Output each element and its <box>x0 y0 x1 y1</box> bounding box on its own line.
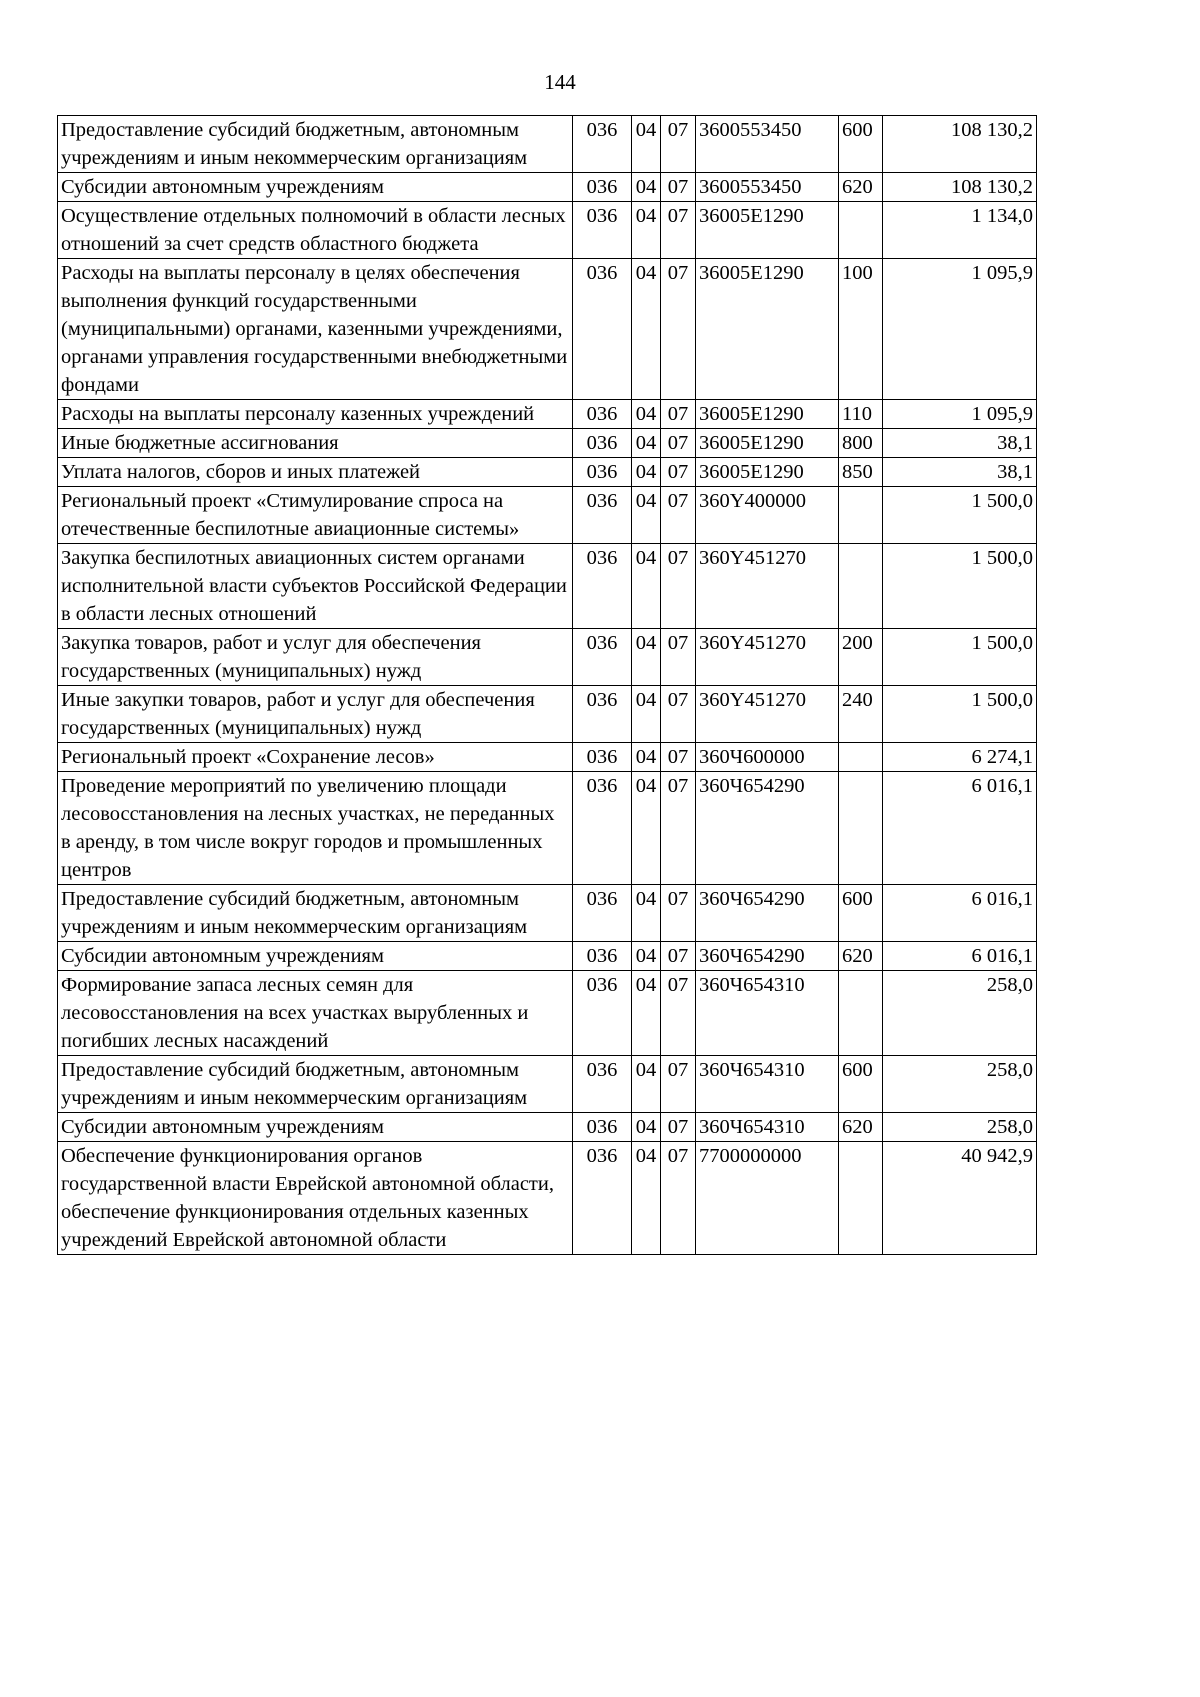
row-description: Осуществление отдельных полномочий в области лесных отношений за счет средств областного бюджета <box>58 202 573 259</box>
table-row <box>58 686 1037 743</box>
row-amount: 6 016,1 <box>883 772 1037 885</box>
row-ministry-code: 036 <box>573 743 632 772</box>
row-amount: 108 130,2 <box>883 116 1037 173</box>
row-amount: 38,1 <box>883 429 1037 458</box>
row-ministry-code: 036 <box>573 458 632 487</box>
row-description: Обеспечение функционирования органов государственной власти Еврейской автономной области, обеспечение функционирования отдельных казенных учреждений Еврейской автономной области <box>58 1142 573 1255</box>
row-description: Региональный проект «Стимулирование спроса на отечественные беспилотные авиационные системы» <box>58 487 573 544</box>
row-expense-type-code: 620 <box>839 173 883 202</box>
row-description: Проведение мероприятий по увеличению площади лесовосстановления на лесных участках, не переданных в аренду, в том числе вокруг городов и промышленных центров <box>58 772 573 885</box>
row-expense-type-code <box>839 544 883 629</box>
row-section-code: 04 <box>632 1056 661 1113</box>
row-amount: 6 016,1 <box>883 942 1037 971</box>
row-target-article-code: 36005E1290 <box>696 458 839 487</box>
row-target-article-code: 7700000000 <box>696 1142 839 1255</box>
row-ministry-code: 036 <box>573 686 632 743</box>
table-row <box>58 259 1037 400</box>
row-section-code: 04 <box>632 942 661 971</box>
table-row <box>58 629 1037 686</box>
table-row <box>58 429 1037 458</box>
row-subsection-code: 07 <box>661 743 696 772</box>
row-target-article-code: 3600553450 <box>696 116 839 173</box>
row-section-code: 04 <box>632 1142 661 1255</box>
row-amount: 6 274,1 <box>883 743 1037 772</box>
row-expense-type-code: 240 <box>839 686 883 743</box>
row-ministry-code: 036 <box>573 942 632 971</box>
row-ministry-code: 036 <box>573 1142 632 1255</box>
row-expense-type-code: 600 <box>839 116 883 173</box>
row-description: Предоставление субсидий бюджетным, автономным учреждениям и иным некоммерческим организациям <box>58 885 573 942</box>
row-subsection-code: 07 <box>661 487 696 544</box>
row-expense-type-code: 850 <box>839 458 883 487</box>
row-section-code: 04 <box>632 202 661 259</box>
row-amount: 38,1 <box>883 458 1037 487</box>
row-section-code: 04 <box>632 743 661 772</box>
row-target-article-code: 36005E1290 <box>696 429 839 458</box>
row-expense-type-code <box>839 772 883 885</box>
row-description: Уплата налогов, сборов и иных платежей <box>58 458 573 487</box>
row-target-article-code: 360Ч600000 <box>696 743 839 772</box>
row-section-code: 04 <box>632 458 661 487</box>
row-ministry-code: 036 <box>573 772 632 885</box>
row-subsection-code: 07 <box>661 544 696 629</box>
row-subsection-code: 07 <box>661 259 696 400</box>
row-subsection-code: 07 <box>661 1142 696 1255</box>
table-row <box>58 458 1037 487</box>
row-expense-type-code: 600 <box>839 885 883 942</box>
row-subsection-code: 07 <box>661 202 696 259</box>
row-expense-type-code <box>839 743 883 772</box>
row-description: Субсидии автономным учреждениям <box>58 173 573 202</box>
row-expense-type-code <box>839 1142 883 1255</box>
row-expense-type-code <box>839 487 883 544</box>
row-subsection-code: 07 <box>661 458 696 487</box>
row-section-code: 04 <box>632 116 661 173</box>
budget-table <box>57 115 1037 1255</box>
row-amount: 1 500,0 <box>883 686 1037 743</box>
row-target-article-code: 360Y451270 <box>696 629 839 686</box>
row-target-article-code: 36005E1290 <box>696 202 839 259</box>
row-description: Субсидии автономным учреждениям <box>58 942 573 971</box>
row-expense-type-code: 110 <box>839 400 883 429</box>
row-subsection-code: 07 <box>661 942 696 971</box>
row-target-article-code: 360Ч654290 <box>696 772 839 885</box>
row-description: Предоставление субсидий бюджетным, автономным учреждениям и иным некоммерческим организациям <box>58 116 573 173</box>
row-amount: 258,0 <box>883 971 1037 1056</box>
table-row <box>58 1113 1037 1142</box>
row-subsection-code: 07 <box>661 629 696 686</box>
row-target-article-code: 360Ч654310 <box>696 971 839 1056</box>
row-section-code: 04 <box>632 429 661 458</box>
row-expense-type-code: 600 <box>839 1056 883 1113</box>
table-row <box>58 1056 1037 1113</box>
table-row <box>58 1142 1037 1255</box>
row-ministry-code: 036 <box>573 1113 632 1142</box>
row-target-article-code: 36005E1290 <box>696 259 839 400</box>
row-expense-type-code: 200 <box>839 629 883 686</box>
row-ministry-code: 036 <box>573 202 632 259</box>
row-subsection-code: 07 <box>661 1113 696 1142</box>
row-description: Предоставление субсидий бюджетным, автономным учреждениям и иным некоммерческим организациям <box>58 1056 573 1113</box>
table-row <box>58 202 1037 259</box>
row-subsection-code: 07 <box>661 400 696 429</box>
row-ministry-code: 036 <box>573 400 632 429</box>
row-ministry-code: 036 <box>573 629 632 686</box>
row-target-article-code: 3600553450 <box>696 173 839 202</box>
row-target-article-code: 36005E1290 <box>696 400 839 429</box>
row-subsection-code: 07 <box>661 429 696 458</box>
row-section-code: 04 <box>632 259 661 400</box>
row-description: Иные закупки товаров, работ и услуг для обеспечения государственных (муниципальных) нужд <box>58 686 573 743</box>
row-section-code: 04 <box>632 885 661 942</box>
row-subsection-code: 07 <box>661 1056 696 1113</box>
row-amount: 1 095,9 <box>883 259 1037 400</box>
row-target-article-code: 360Y451270 <box>696 686 839 743</box>
table-row <box>58 743 1037 772</box>
row-amount: 1 134,0 <box>883 202 1037 259</box>
row-amount: 1 500,0 <box>883 629 1037 686</box>
row-amount: 258,0 <box>883 1056 1037 1113</box>
row-target-article-code: 360Y400000 <box>696 487 839 544</box>
row-section-code: 04 <box>632 1113 661 1142</box>
table-row <box>58 116 1037 173</box>
row-ministry-code: 036 <box>573 429 632 458</box>
row-ministry-code: 036 <box>573 885 632 942</box>
row-ministry-code: 036 <box>573 116 632 173</box>
table-row <box>58 487 1037 544</box>
row-subsection-code: 07 <box>661 885 696 942</box>
row-expense-type-code: 620 <box>839 1113 883 1142</box>
row-expense-type-code <box>839 971 883 1056</box>
row-amount: 258,0 <box>883 1113 1037 1142</box>
row-subsection-code: 07 <box>661 173 696 202</box>
row-description: Формирование запаса лесных семян для лесовосстановления на всех участках вырубленных и погибших лесных насаждений <box>58 971 573 1056</box>
page-number: 144 <box>544 70 576 94</box>
table-row <box>58 772 1037 885</box>
row-expense-type-code <box>839 202 883 259</box>
table-row <box>58 942 1037 971</box>
row-description: Региональный проект «Сохранение лесов» <box>58 743 573 772</box>
table-row <box>58 885 1037 942</box>
table-row <box>58 544 1037 629</box>
row-ministry-code: 036 <box>573 544 632 629</box>
row-subsection-code: 07 <box>661 772 696 885</box>
row-description: Иные бюджетные ассигнования <box>58 429 573 458</box>
row-ministry-code: 036 <box>573 487 632 544</box>
row-target-article-code: 360Ч654290 <box>696 942 839 971</box>
row-description: Расходы на выплаты персоналу казенных учреждений <box>58 400 573 429</box>
row-section-code: 04 <box>632 971 661 1056</box>
table-row <box>58 173 1037 202</box>
row-description: Субсидии автономным учреждениям <box>58 1113 573 1142</box>
budget-table-body <box>58 116 1037 1255</box>
row-section-code: 04 <box>632 629 661 686</box>
row-ministry-code: 036 <box>573 173 632 202</box>
row-amount: 1 500,0 <box>883 544 1037 629</box>
row-subsection-code: 07 <box>661 116 696 173</box>
row-section-code: 04 <box>632 173 661 202</box>
row-ministry-code: 036 <box>573 259 632 400</box>
row-section-code: 04 <box>632 544 661 629</box>
row-amount: 1 095,9 <box>883 400 1037 429</box>
row-amount: 40 942,9 <box>883 1142 1037 1255</box>
row-subsection-code: 07 <box>661 686 696 743</box>
row-amount: 1 500,0 <box>883 487 1037 544</box>
row-section-code: 04 <box>632 686 661 743</box>
table-row <box>58 971 1037 1056</box>
row-description: Закупка беспилотных авиационных систем органами исполнительной власти субъектов Российской Федерации в области лесных отношений <box>58 544 573 629</box>
row-target-article-code: 360Ч654310 <box>696 1056 839 1113</box>
row-ministry-code: 036 <box>573 971 632 1056</box>
row-description: Расходы на выплаты персоналу в целях обеспечения выполнения функций государственными (муниципальными) органами, казенными учреждениями, органами управления государственными внебюджетными фондами <box>58 259 573 400</box>
row-expense-type-code: 620 <box>839 942 883 971</box>
row-amount: 108 130,2 <box>883 173 1037 202</box>
row-target-article-code: 360Ч654310 <box>696 1113 839 1142</box>
row-section-code: 04 <box>632 772 661 885</box>
row-subsection-code: 07 <box>661 971 696 1056</box>
row-expense-type-code: 800 <box>839 429 883 458</box>
row-target-article-code: 360Ч654290 <box>696 885 839 942</box>
row-section-code: 04 <box>632 487 661 544</box>
row-ministry-code: 036 <box>573 1056 632 1113</box>
row-expense-type-code: 100 <box>839 259 883 400</box>
row-amount: 6 016,1 <box>883 885 1037 942</box>
row-target-article-code: 360Y451270 <box>696 544 839 629</box>
table-row <box>58 400 1037 429</box>
row-section-code: 04 <box>632 400 661 429</box>
row-description: Закупка товаров, работ и услуг для обеспечения государственных (муниципальных) нужд <box>58 629 573 686</box>
